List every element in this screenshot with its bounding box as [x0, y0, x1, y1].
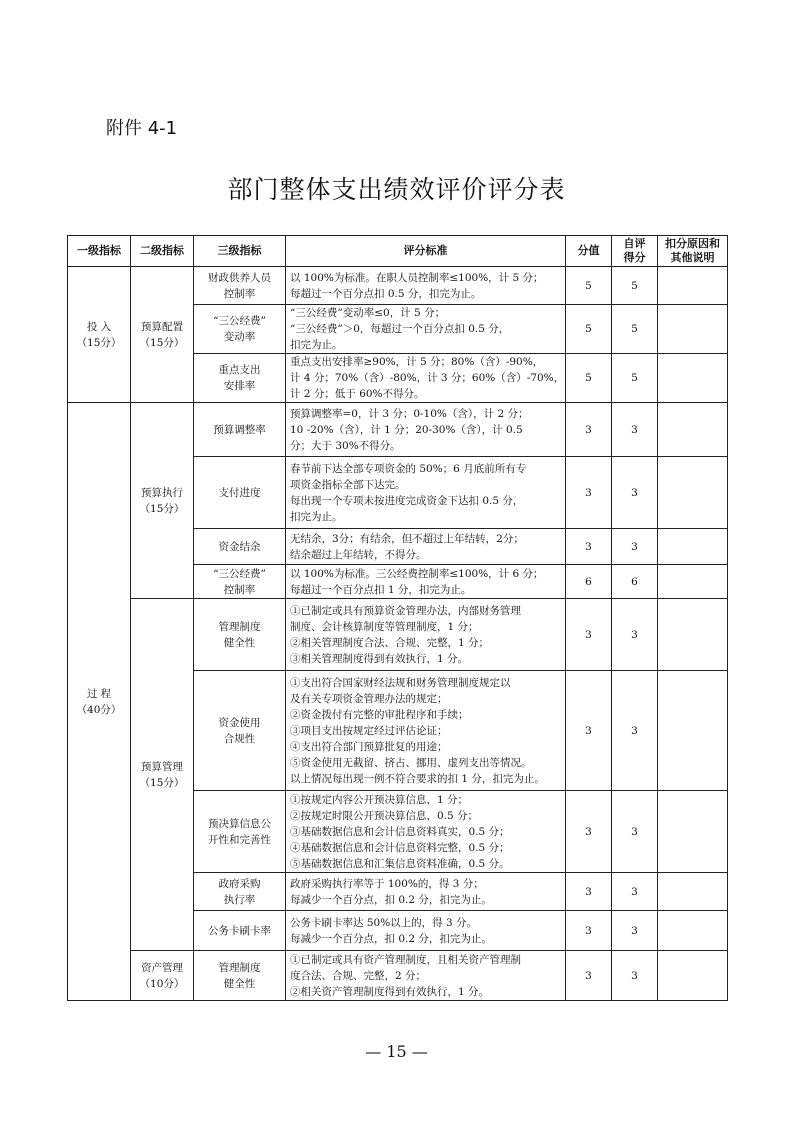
criteria-line: 计 4 分；70%（含）-80%，计 3 分；60%（含）-70%，: [290, 372, 565, 384]
level2-label: 资产管理: [141, 961, 183, 974]
table-row: [68, 267, 728, 305]
level3-label: “三公经费”: [213, 315, 266, 327]
criteria-line: ④支出符合部门预算批复的用途；: [290, 740, 448, 753]
level3-label: 管理制度: [218, 961, 261, 974]
criteria-line: ④基础数据信息和会计信息资料完整，0.5 分；: [290, 841, 510, 854]
level3-label: “三公经费”: [213, 567, 266, 580]
criteria-line: ③项目支出按规定经过评估论证；: [290, 724, 448, 737]
criteria-cell: [286, 457, 566, 529]
score-cell: 3: [566, 791, 612, 873]
level3-cell: [194, 599, 286, 671]
criteria-line: 及有关专项资金管理办法的规定；: [290, 692, 448, 705]
level3-label: 合规性: [223, 732, 256, 745]
criteria-cell: [286, 305, 566, 354]
level3-label: 资金结余: [218, 540, 261, 553]
score-cell: 3: [566, 671, 612, 791]
self-score-cell: 3: [612, 403, 658, 457]
header-score: 分值: [566, 236, 612, 267]
level1-label: （40分）: [76, 703, 122, 716]
level3-label: 控制率: [223, 287, 256, 300]
score-cell: 3: [566, 457, 612, 529]
table-row: [68, 951, 728, 1001]
level2-label: （15分）: [139, 776, 185, 789]
score-cell: 5: [566, 305, 612, 354]
criteria-line: 以上情况每出现一例不符合要求的扣 1 分，扣完为止。: [290, 772, 545, 785]
score-cell: 3: [566, 873, 612, 911]
level1-label: 投 入: [86, 320, 112, 333]
criteria-line: 每减少一个百分点，扣 0.2 分，扣完为止。: [290, 893, 492, 906]
criteria-line: 度合法、合规、完整，2 分；: [290, 969, 427, 982]
criteria-line: ②资金拨付有完整的审批程序和手续；: [290, 708, 469, 721]
criteria-line: ①已制定或具有资产管理制度，且相关资产管理制: [290, 953, 521, 966]
reason-cell: [658, 305, 728, 354]
level3-cell: [194, 565, 286, 599]
reason-cell: [658, 354, 728, 403]
criteria-cell: [286, 267, 566, 305]
criteria-line: 每超过一个百分点扣 0.5 分，扣完为止。: [290, 287, 482, 300]
self-score-cell: 6: [612, 565, 658, 599]
criteria-cell: [286, 529, 566, 565]
criteria-line: 计 2 分；低于 60%不得分。: [290, 388, 425, 400]
level3-cell: [194, 267, 286, 305]
criteria-cell: [286, 951, 566, 1001]
score-cell: 3: [566, 403, 612, 457]
level3-cell: [194, 403, 286, 457]
level3-label: 执行率: [223, 893, 256, 906]
self-score-cell: 3: [612, 951, 658, 1001]
level3-label: 安排率: [223, 380, 256, 392]
level2-label: 预算配置: [141, 320, 183, 333]
header-level3: 三级指标: [194, 236, 286, 267]
criteria-line: 项资金指标全部下达完。: [290, 478, 406, 491]
level3-cell: [194, 354, 286, 403]
reason-cell: [658, 599, 728, 671]
header-reason-line: 其他说明: [670, 251, 715, 264]
level3-cell: [194, 951, 286, 1001]
score-cell: 5: [566, 267, 612, 305]
page-number: — 15 —: [365, 1042, 428, 1061]
criteria-cell: [286, 565, 566, 599]
level1-cell: [68, 267, 131, 403]
header-self-line: 得分: [623, 251, 646, 264]
level3-label: 健全性: [223, 636, 256, 649]
criteria-line: 预算调整率=0，计 3 分；0-10%（含），计 2 分；: [290, 407, 529, 420]
criteria-line: 结余超过上年结转，不得分。: [290, 548, 427, 561]
level2-label: 预算管理: [141, 760, 183, 773]
scoring-table: [67, 235, 728, 1001]
level3-cell: [194, 791, 286, 873]
criteria-line: 政府采购执行率等于 100%的，得 3 分；: [290, 877, 484, 890]
criteria-line: ③基础数据信息和会计信息资料真实，0.5 分；: [290, 825, 510, 838]
criteria-line: 分；大于 30%不得分。: [290, 439, 401, 452]
level3-cell: [194, 873, 286, 911]
score-cell: 3: [566, 951, 612, 1001]
criteria-line: 每出现一个专项未按进度完成资金下达扣 0.5 分，: [290, 494, 524, 507]
criteria-line: 扣完为止。: [290, 510, 343, 523]
level3-cell: [194, 457, 286, 529]
reason-cell: [658, 911, 728, 951]
reason-cell: [658, 403, 728, 457]
score-cell: 3: [566, 911, 612, 951]
criteria-line: “三公经费”变动率≤0，计 5 分；: [290, 307, 446, 319]
reason-cell: [658, 671, 728, 791]
level2-cell: [131, 403, 194, 599]
level3-label: 变动率: [223, 331, 256, 343]
reason-cell: [658, 951, 728, 1001]
level3-label: 重点支出: [218, 364, 261, 376]
level2-cell: [131, 951, 194, 1001]
reason-cell: [658, 529, 728, 565]
table-body: [68, 267, 728, 1001]
self-score-cell: 3: [612, 671, 658, 791]
level2-cell: [131, 267, 194, 403]
level3-label: 财政供养人员: [208, 271, 271, 284]
level3-cell: [194, 529, 286, 565]
score-cell: 3: [566, 599, 612, 671]
header-reason: [658, 236, 728, 267]
reason-cell: [658, 791, 728, 873]
attachment-label: 附件 4-1: [106, 118, 178, 139]
level1-label: （15分）: [76, 336, 122, 349]
criteria-line: 公务卡刷卡率达 50%以上的，得 3 分。: [290, 916, 478, 929]
header-reason-line: 扣分原因和: [665, 237, 720, 250]
criteria-cell: [286, 354, 566, 403]
criteria-line: ⑤资金使用无截留、挤占、挪用、虚列支出等情况。: [290, 756, 532, 769]
criteria-line: ①支出符合国家财经法规和财务管理制度规定以: [290, 676, 511, 689]
self-score-cell: 3: [612, 873, 658, 911]
criteria-line: 以 100%为标准。三公经费控制率≤100%，计 6 分；: [290, 567, 544, 580]
level2-label: 预算执行: [141, 486, 183, 499]
criteria-line: 扣完为止。: [290, 339, 343, 351]
level3-label: 政府采购: [218, 877, 261, 890]
level3-label: 健全性: [223, 977, 256, 990]
criteria-line: 每减少一个百分点，扣 0.2 分，扣完为止。: [290, 932, 492, 945]
header-level2: 二级指标: [131, 236, 194, 267]
self-score-cell: 3: [612, 529, 658, 565]
table-row: [68, 403, 728, 457]
criteria-line: 无结余，3分；有结余，但不超过上年结转，2分；: [290, 532, 524, 545]
level3-label: 开性和完善性: [208, 833, 271, 846]
level2-cell: [131, 599, 194, 951]
criteria-line: “三公经费”＞0，每超过一个百分点扣 0.5 分，: [290, 323, 510, 335]
self-score-cell: 3: [612, 911, 658, 951]
criteria-line: 春节前下达全部专项资金的 50%；6 月底前所有专: [290, 462, 527, 475]
level3-label: 管理制度: [218, 620, 261, 633]
level3-cell: [194, 911, 286, 951]
reason-cell: [658, 565, 728, 599]
criteria-line: ①按规定内容公开预决算信息，1 分；: [290, 793, 469, 806]
score-cell: 6: [566, 565, 612, 599]
reason-cell: [658, 267, 728, 305]
self-score-cell: 5: [612, 267, 658, 305]
criteria-line: ③相关管理制度得到有效执行，1 分。: [290, 652, 469, 665]
criteria-line: ②按规定时限公开预决算信息，0.5 分；: [290, 809, 479, 822]
reason-cell: [658, 457, 728, 529]
level1-cell: [68, 403, 131, 1001]
level3-label: 控制率: [223, 583, 256, 596]
level3-label: 资金使用: [218, 716, 261, 729]
criteria-line: 重点支出安排率≥90%，计 5 分；80%（含）-90%，: [290, 356, 544, 368]
criteria-cell: [286, 403, 566, 457]
level2-label: （15分）: [139, 502, 185, 515]
criteria-line: ⑤基础数据信息和汇集信息资料准确，0.5 分。: [290, 857, 510, 870]
criteria-cell: [286, 911, 566, 951]
reason-cell: [658, 873, 728, 911]
criteria-line: 以 100%为标准。在职人员控制率≤100%，计 5 分；: [290, 271, 544, 284]
level3-cell: [194, 305, 286, 354]
table-row: [68, 599, 728, 671]
criteria-cell: [286, 873, 566, 911]
level3-label: 预算调整率: [213, 423, 266, 436]
self-score-cell: 3: [612, 599, 658, 671]
criteria-line: ②相关管理制度合法、合规、完整，1 分；: [290, 636, 490, 649]
self-score-cell: 5: [612, 354, 658, 403]
level3-label: 支付进度: [218, 486, 261, 499]
criteria-cell: [286, 791, 566, 873]
criteria-line: ①已制定或具有预算资金管理办法，内部财务管理: [290, 604, 521, 617]
header-self-line: 自评: [623, 237, 646, 250]
self-score-cell: 3: [612, 791, 658, 873]
level3-label: 预决算信息公: [208, 817, 271, 830]
criteria-line: 10 -20%（含），计 1 分；20-30%（含），计 0.5: [290, 423, 523, 436]
self-score-cell: 3: [612, 457, 658, 529]
level2-label: （15分）: [139, 336, 185, 349]
criteria-cell: [286, 599, 566, 671]
criteria-line: ②相关资产管理制度得到有效执行，1 分。: [290, 985, 490, 998]
level3-label: 公务卡刷卡率: [208, 924, 271, 937]
score-cell: 3: [566, 529, 612, 565]
criteria-line: 制度、会计核算制度等管理制度，1 分；: [290, 620, 479, 633]
table-header-row: [68, 236, 728, 267]
header-level1: 一级指标: [68, 236, 131, 267]
page-title: 部门整体支出绩效评价评分表: [227, 175, 566, 204]
header-self-score: [612, 236, 658, 267]
level2-label: （10分）: [139, 977, 185, 990]
score-cell: 5: [566, 354, 612, 403]
header-criteria: 评分标准: [286, 236, 566, 267]
self-score-cell: 5: [612, 305, 658, 354]
criteria-line: 每超过一个百分点扣 1 分，扣完为止。: [290, 583, 472, 596]
criteria-cell: [286, 671, 566, 791]
level1-label: 过 程: [86, 687, 112, 700]
level3-cell: [194, 671, 286, 791]
